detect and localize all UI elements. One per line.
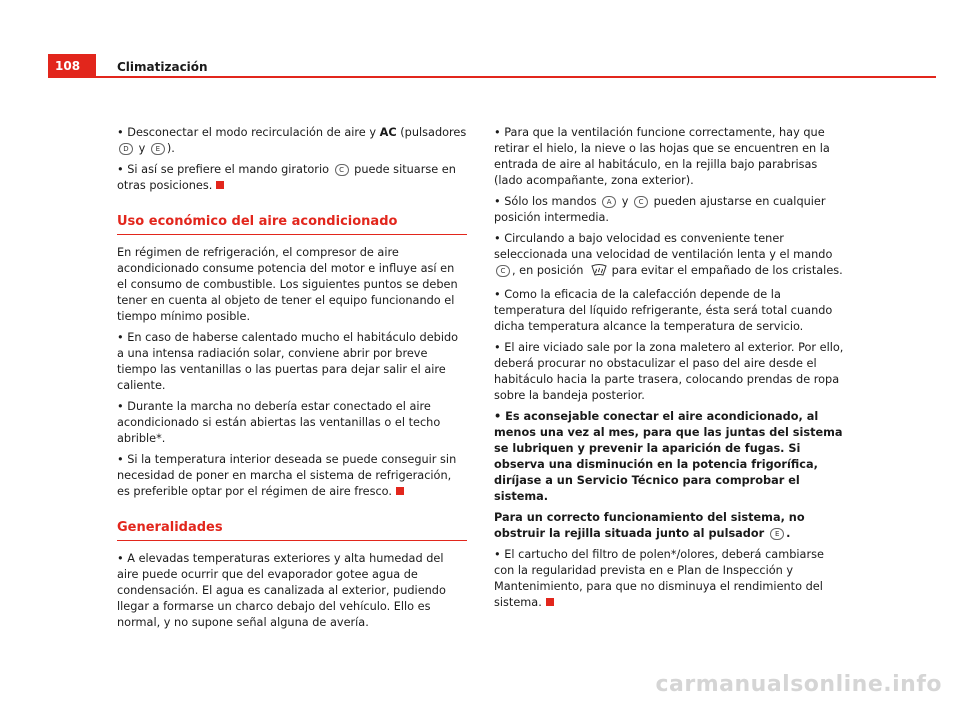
text: • Sólo los mandos	[494, 195, 601, 208]
control-e-badge: E	[151, 143, 165, 155]
control-c-badge: C	[634, 196, 648, 208]
control-c-badge: C	[335, 164, 349, 176]
text: • Circulando a bajo velocidad es conveniente tener seleccionada una velocidad de ventilación lenta y el mando	[494, 232, 833, 261]
control-c-badge: C	[496, 265, 510, 277]
control-e-badge: E	[770, 528, 784, 540]
text: • El cartucho del filtro de polen*/olores, deberá cambiarse con la regularidad prevista en e Plan de Inspección y Mantenimiento, para que no disminuya el rendimiento del sistema.	[494, 548, 824, 609]
page-number: 108	[48, 54, 96, 78]
end-marker-icon	[396, 487, 404, 495]
ac-label: AC	[379, 126, 397, 139]
text: , en posición	[512, 264, 588, 277]
paragraph	[117, 162, 467, 194]
paragraph: • Durante la marcha no debería estar conectado el aire acondicionado si están abiertas las ventanillas o el techo abrible*.	[117, 400, 441, 445]
windshield-defrost-icon	[590, 263, 608, 282]
chapter-title: Climatización	[117, 60, 208, 74]
paragraph: • Como la eficacia de la calefacción depende de la temperatura del líquido refrigerante, ésta será total cuando dicha temperatura alcance la temperatura de servicio.	[494, 288, 833, 333]
text: y	[618, 195, 633, 208]
text: .	[786, 527, 791, 540]
text: ).	[166, 142, 175, 155]
text: Para un correcto funcionamiento del sistema, no obstruir la rejilla situada junto al pulsador	[494, 511, 805, 540]
left-column	[117, 125, 467, 636]
paragraph	[494, 547, 846, 611]
header-rule	[96, 76, 936, 78]
text: • Si la temperatura interior deseada se puede conseguir sin necesidad de poner en marcha el sistema de refrigeración, es preferible optar por el régimen de aire fresco.	[117, 453, 457, 498]
paragraph: • Para que la ventilación funcione correctamente, hay que retirar el hielo, la nieve o las hojas que se encuentren en la entrada de aire al habitáculo, en la rejilla bajo parabrisas (lado acompañante, zona exterior).	[494, 126, 830, 187]
paragraph: • A elevadas temperaturas exteriores y alta humedad del aire puede ocurrir que del evaporador gotee agua de condensación. El agua es canalizada al exterior, pudiendo llegar a formarse un charco debajo del vehículo. Ello es normal, y no supone señal alguna de avería.	[117, 552, 446, 629]
text: pueden ajustarse en cualquier posición intermedia.	[494, 195, 826, 224]
end-marker-icon	[216, 181, 224, 189]
text: y	[135, 142, 149, 155]
section-heading: Generalidades	[117, 520, 467, 541]
paragraph: • En caso de haberse calentado mucho el habitáculo debido a una intensa radiación solar, conviene abrir por breve tiempo las ventanillas o las puertas para dejar salir el aire caliente.	[117, 331, 459, 392]
end-marker-icon	[546, 598, 554, 606]
text: • Si así se prefiere el mando giratorio	[117, 163, 333, 176]
text: para evitar el empañado de los cristales.	[608, 264, 843, 277]
paragraph	[117, 452, 467, 500]
paragraph: • El aire viciado sale por la zona maletero al exterior. Por ello, deberá procurar no obstaculizar el paso del aire desde el habitáculo hacia la parte trasera, colocando prendas de ropa sobre la bandeja posterior.	[494, 341, 844, 402]
paragraph	[117, 125, 467, 157]
text: puede situarse en otras posiciones.	[117, 163, 456, 192]
control-a-badge: A	[602, 196, 616, 208]
paragraph	[494, 194, 846, 226]
section-heading: Uso económico del aire acondicionado	[117, 214, 467, 235]
control-d-badge: D	[119, 143, 133, 155]
right-column	[494, 125, 846, 616]
watermark: carmanualsonline.info	[655, 672, 942, 697]
paragraph	[494, 510, 846, 542]
text: • Desconectar el modo recirculación de aire y	[117, 126, 380, 139]
paragraph	[494, 231, 846, 282]
paragraph: En régimen de refrigeración, el compresor de aire acondicionado consume potencia del motor e influye así en el consumo de combustible. Los siguientes puntos se deben tener en cuenta al objeto de tener el equipo funcionando el tiempo mínimo posible.	[117, 246, 458, 323]
text: (pulsadores	[396, 126, 467, 139]
paragraph: • Es aconsejable conectar el aire acondicionado, al menos una vez al mes, para que las juntas del sistema se lubriquen y prevenir la aparición de fugas. Si observa una disminución en la potencia frigorífica, diríjase a un Servicio Técnico para comprobar el sistema.	[494, 410, 843, 503]
